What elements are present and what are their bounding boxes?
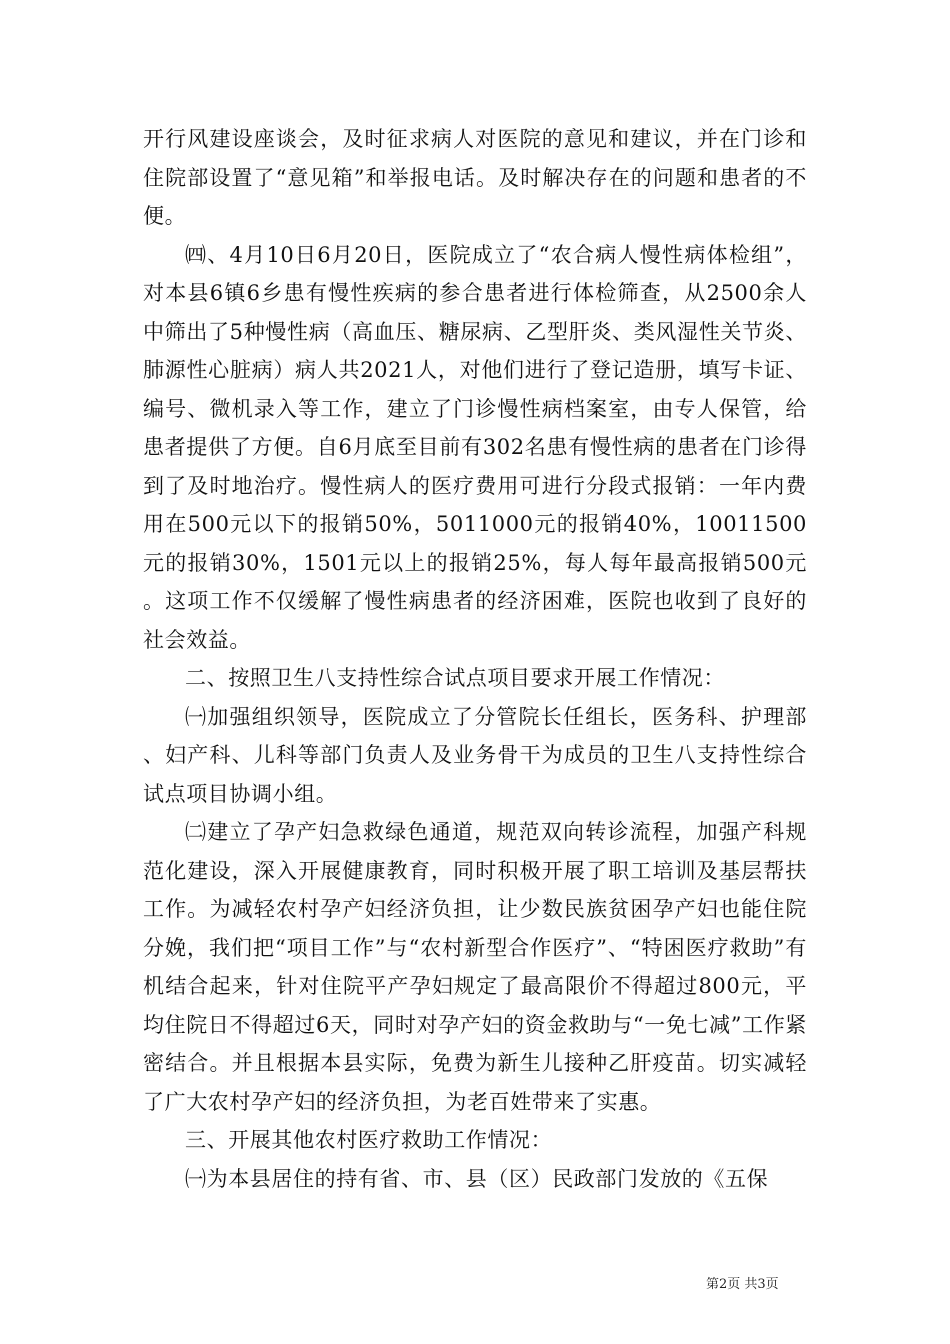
paragraph-section2-item-2: ㈡建立了孕产妇急救绿色通道，规范双向转诊流程，加强产科规范化建设，深入开展健康教育，同时积极开展了职工培训及基层帮扶工作。为减轻农村孕产妇经济负担，让少数民族贫困孕产妇也能住院分娩，我们把“项目工作”与“农村新型合作医疗”、“特困医疗救助”有机结合起来，针对住院平产孕妇规定了最高限价不得超过800元，平均住院日不得超过6天，同时对孕产妇的资金救助与“一免七减”工作紧密结合。并且根据本县实际，免费为新生儿接种乙肝疫苗。切实减轻了广大农村孕产妇的经济负担，为老百姓带来了实惠。 xyxy=(143,820,807,1114)
paragraph-section3-item-1: ㈠为本县居住的持有省、市、县（区）民政部门发放的《五保 xyxy=(185,1166,769,1191)
section-heading-2: 二、按照卫生八支持性综合试点项目要求开展工作情况： xyxy=(185,666,725,690)
paragraph-continuation: 开行风建设座谈会，及时征求病人对医院的意见和建议，并在门诊和住院部设置了“意见箱”和举报电话。及时解决存在的问题和患者的不便。 xyxy=(143,127,807,228)
document-body xyxy=(143,120,807,1198)
page-number-footer: 第2页 共3页 xyxy=(706,1277,779,1292)
section-heading-3: 三、开展其他农村医疗救助工作情况： xyxy=(185,1128,553,1152)
paragraph-item-4: ㈣、4月10日6月20日，医院成立了“农合病人慢性病体检组”，对本县6镇6乡患有慢性疾病的参合患者进行体检筛查，从2500余人中筛出了5种慢性病（高血压、糖尿病、乙型肝炎、类风湿性关节炎、肺源性心脏病）病人共2021人，对他们进行了登记造册，填写卡证、编号、微机录入等工作，建立了门诊慢性病档案室，由专人保管，给患者提供了方便。自6月底至目前有302名患有慢性病的患者在门诊得到了及时地治疗。慢性病人的医疗费用可进行分段式报销：一年内费用在500元以下的报销50%，5011000元的报销40%，10011500元的报销30%，1501元以上的报销25%，每人每年最高报销500元。这项工作不仅缓解了慢性病患者的经济困难，医院也收到了良好的社会效益。 xyxy=(143,242,807,652)
paragraph-section2-item-1: ㈠加强组织领导，医院成立了分管院长任组长，医务科、护理部、妇产科、儿科等部门负责人及业务骨干为成员的卫生八支持性综合试点项目协调小组。 xyxy=(143,704,807,806)
